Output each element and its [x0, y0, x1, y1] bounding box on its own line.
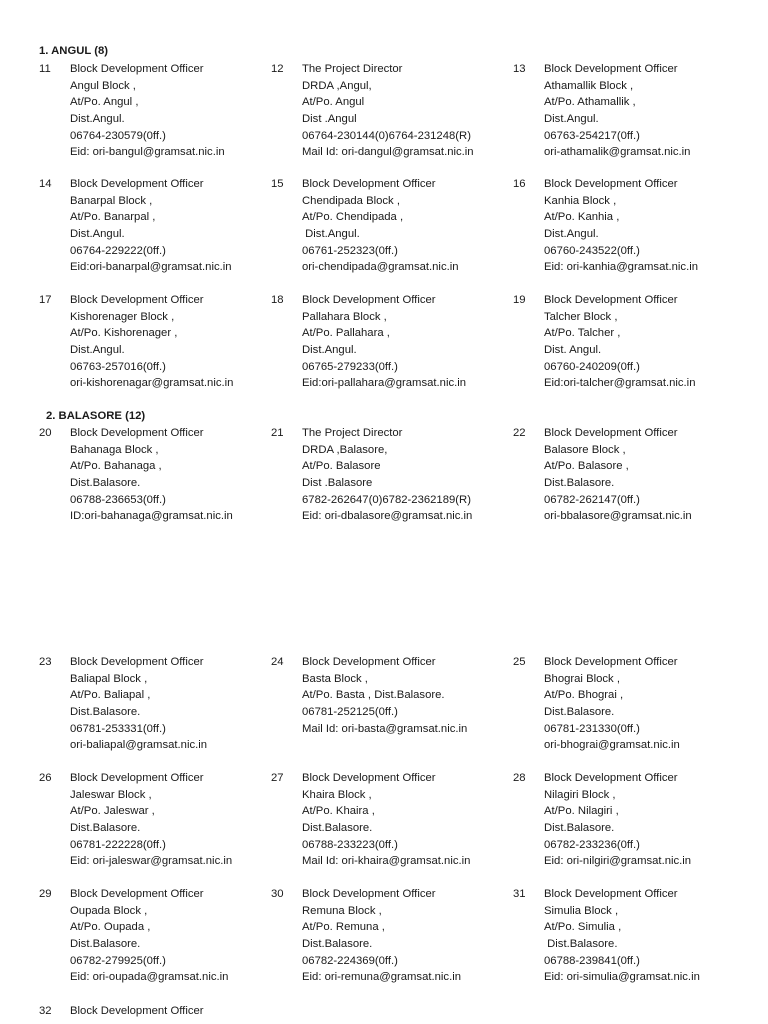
- entry-line: Dist.Balasore.: [544, 938, 618, 951]
- entry-line: Pallahara Block ,: [302, 310, 387, 323]
- entry-line: Dist.Balasore.: [70, 706, 141, 719]
- entry-line: Eid: ori-nilgiri@gramsat.nic.in: [544, 855, 692, 868]
- entry-line: 06761-252323(0ff.): [302, 244, 398, 257]
- entry-line: Dist. Angul.: [544, 344, 602, 357]
- entry-line: 06765-279233(0ff.): [302, 360, 398, 373]
- entry-line: At/Po. Bahanaga ,: [70, 460, 162, 473]
- entry-line: Block Development Officer: [544, 63, 678, 75]
- entry-line: 06764-230579(0ff.): [70, 129, 166, 142]
- entry-line: 06760-243522(0ff.): [544, 244, 640, 257]
- entry-line: Block Development Officer: [302, 178, 436, 190]
- entry-number: 13: [513, 63, 526, 75]
- entry-line: Balasore Block ,: [544, 443, 626, 456]
- entry-line: At/Po. Angul ,: [70, 96, 139, 109]
- entry-line: Block Development Officer: [70, 178, 204, 190]
- entry-line: Eid:ori-pallahara@gramsat.nic.in: [302, 377, 467, 390]
- entry-line: Dist.Angul.: [70, 228, 125, 241]
- entry-line: Dist.Angul.: [302, 344, 357, 357]
- entry-line: 06788-239841(0ff.): [544, 954, 640, 967]
- entry-line: Mail Id: ori-khaira@gramsat.nic.in: [302, 855, 471, 868]
- entry-line: ori-athamalik@gramsat.nic.in: [544, 146, 691, 159]
- entry-number: 26: [39, 772, 52, 784]
- entry-line: Dist.Angul.: [544, 113, 599, 126]
- entry-line: At/Po. Basta , Dist.Balasore.: [302, 689, 445, 702]
- entry-line: Block Development Officer: [70, 888, 204, 900]
- entry-line: Nilagiri Block ,: [544, 788, 616, 801]
- entry-line: Block Development Officer: [302, 772, 436, 784]
- entry-line: Block Development Officer: [544, 427, 678, 439]
- entry-line: Block Development Officer: [544, 888, 678, 900]
- entry-line: Dist.Balasore.: [302, 938, 373, 951]
- entry-line: At/Po. Kishorenager ,: [70, 327, 178, 340]
- entry-line: Dist.Angul.: [70, 113, 125, 126]
- entry-line: ori-chendipada@gramsat.nic.in: [302, 261, 459, 274]
- entry-line: ori-bhograi@gramsat.nic.in: [544, 739, 680, 752]
- entry-line: At/Po. Chendipada ,: [302, 211, 404, 224]
- entry-line: Dist.Balasore.: [544, 477, 615, 490]
- entry-number: 14: [39, 178, 52, 190]
- entry-line: Block Development Officer: [302, 294, 436, 306]
- entry-line: 06763-254217(0ff.): [544, 129, 640, 142]
- entry-line: 06763-257016(0ff.): [70, 360, 166, 373]
- entry-number: 28: [513, 772, 526, 784]
- entry-number: 24: [271, 656, 284, 668]
- entry-line: 06781-222228(0ff.): [70, 838, 166, 851]
- entry-line: Block Development Officer: [70, 772, 204, 784]
- entry-line: Block Development Officer: [70, 294, 204, 306]
- entry-line: 06760-240209(0ff.): [544, 360, 640, 373]
- entry-number: 18: [271, 294, 284, 306]
- entry-line: Eid: ori-remuna@gramsat.nic.in: [302, 971, 462, 984]
- entry-line: Block Development Officer: [70, 63, 204, 75]
- entry-line: Banarpal Block ,: [70, 194, 153, 207]
- entry-number: 17: [39, 294, 52, 306]
- entry-line: At/Po. Khaira ,: [302, 805, 375, 818]
- entry-line: At/Po. Athamallik ,: [544, 96, 636, 109]
- entry-number: 12: [271, 63, 284, 75]
- entry-line: Chendipada Block ,: [302, 194, 400, 207]
- entry-line: Dist.Balasore.: [70, 938, 141, 951]
- entry-line: Block Development Officer: [302, 656, 436, 668]
- entry-line: Eid:ori-talcher@gramsat.nic.in: [544, 377, 696, 390]
- entry-line: Mail Id: ori-dangul@gramsat.nic.in: [302, 146, 474, 159]
- entry-line: At/Po. Remuna ,: [302, 921, 385, 934]
- entry-number: 30: [271, 888, 284, 900]
- entry-line: 06782-262147(0ff.): [544, 493, 640, 506]
- entry-line: Dist.Angul.: [302, 228, 360, 241]
- entry-line: Block Development Officer: [302, 888, 436, 900]
- entry-line: At/Po. Balasore ,: [544, 460, 629, 473]
- entry-line: At/Po. Balasore: [302, 460, 381, 473]
- entry-line: At/Po. Baliapal ,: [70, 689, 151, 702]
- entry-line: 06764-230144(0)6764-231248(R): [302, 129, 471, 142]
- entry-line: 06788-236653(0ff.): [70, 493, 166, 506]
- entry-line: DRDA ,Angul,: [302, 79, 372, 92]
- entry-line: Eid: ori-bangul@gramsat.nic.in: [70, 146, 225, 159]
- entry-line: At/Po. Angul: [302, 96, 365, 109]
- section-heading-balasore: 2. BALASORE (12): [46, 410, 146, 422]
- entry-number: 29: [39, 888, 52, 900]
- entry-line: The Project Director: [302, 63, 403, 75]
- entry-number: 32: [39, 1005, 52, 1017]
- entry-line: Dist.Balasore.: [544, 706, 615, 719]
- section-heading-angul: 1. ANGUL (8): [39, 45, 109, 57]
- entry-line: At/Po. Bhograi ,: [544, 689, 624, 702]
- entry-line: 06781-253331(0ff.): [70, 722, 166, 735]
- entry-line: 06781-252125(0ff.): [302, 706, 398, 719]
- entry-line: Block Development Officer: [70, 1005, 204, 1017]
- entry-line: Simulia Block ,: [544, 904, 619, 917]
- entry-line: At/Po. Simulia ,: [544, 921, 622, 934]
- entry-line: At/Po. Jaleswar ,: [70, 805, 155, 818]
- entry-line: Eid: ori-dbalasore@gramsat.nic.in: [302, 510, 473, 523]
- entry-number: 31: [513, 888, 526, 900]
- entry-line: Dist.Balasore.: [70, 822, 141, 835]
- entry-line: ID:ori-bahanaga@gramsat.nic.in: [70, 510, 233, 523]
- entry-line: Khaira Block ,: [302, 788, 372, 801]
- entry-number: 22: [513, 427, 526, 439]
- entry-number: 15: [271, 178, 284, 190]
- entry-line: Block Development Officer: [544, 772, 678, 784]
- entry-line: DRDA ,Balasore,: [302, 443, 388, 456]
- entry-line: Angul Block ,: [70, 79, 136, 92]
- entry-line: At/Po. Nilagiri ,: [544, 805, 619, 818]
- entry-line: Basta Block ,: [302, 672, 368, 685]
- entry-line: Mail Id: ori-basta@gramsat.nic.in: [302, 722, 468, 735]
- entry-line: Baliapal Block ,: [70, 672, 148, 685]
- entry-line: Eid: ori-kanhia@gramsat.nic.in: [544, 261, 698, 274]
- entry-line: ori-bbalasore@gramsat.nic.in: [544, 510, 692, 523]
- entry-number: 16: [513, 178, 526, 190]
- entry-line: Eid: ori-simulia@gramsat.nic.in: [544, 971, 700, 984]
- entry-line: Bhograi Block ,: [544, 672, 620, 685]
- entry-number: 21: [271, 427, 284, 439]
- entry-line: ori-kishorenagar@gramsat.nic.in: [70, 377, 234, 390]
- entry-line: Bahanaga Block ,: [70, 443, 159, 456]
- entry-line: 06781-231330(0ff.): [544, 722, 640, 735]
- entry-line: Block Development Officer: [544, 294, 678, 306]
- entry-line: 6782-262647(0)6782-2362189(R): [302, 493, 471, 506]
- entry-line: Block Development Officer: [70, 427, 204, 439]
- entry-line: Dist.Angul.: [544, 228, 599, 241]
- entry-line: 06788-233223(0ff.): [302, 838, 398, 851]
- entry-number: 20: [39, 427, 52, 439]
- entry-number: 11: [39, 63, 51, 75]
- entry-line: Remuna Block ,: [302, 904, 382, 917]
- entry-line: Block Development Officer: [544, 656, 678, 668]
- entry-line: Block Development Officer: [544, 178, 678, 190]
- entry-line: Jaleswar Block ,: [70, 788, 152, 801]
- entry-line: The Project Director: [302, 427, 403, 439]
- entry-line: Dist.Balasore.: [544, 822, 615, 835]
- entry-line: Eid:ori-banarpal@gramsat.nic.in: [70, 261, 232, 274]
- entry-line: At/Po. Banarpal ,: [70, 211, 156, 224]
- entry-line: Kishorenager Block ,: [70, 310, 175, 323]
- entry-line: At/Po. Pallahara ,: [302, 327, 390, 340]
- entry-line: Talcher Block ,: [544, 310, 618, 323]
- entry-line: 06782-233236(0ff.): [544, 838, 640, 851]
- entry-line: Kanhia Block ,: [544, 194, 617, 207]
- entry-number: 25: [513, 656, 526, 668]
- entry-line: Dist .Balasore: [302, 477, 373, 490]
- entry-line: 06782-279925(0ff.): [70, 954, 166, 967]
- entry-line: Dist.Balasore.: [70, 477, 141, 490]
- entry-line: At/Po. Talcher ,: [544, 327, 621, 340]
- entry-line: Dist.Balasore.: [302, 822, 373, 835]
- entry-number: 23: [39, 656, 52, 668]
- entry-number: 27: [271, 772, 284, 784]
- entry-line: 06764-229222(0ff.): [70, 244, 166, 257]
- entry-line: Athamallik Block ,: [544, 79, 634, 92]
- entry-line: Eid: ori-oupada@gramsat.nic.in: [70, 971, 229, 984]
- entry-line: Oupada Block ,: [70, 904, 148, 917]
- entry-line: At/Po. Oupada ,: [70, 921, 151, 934]
- entry-line: Dist .Angul: [302, 113, 357, 126]
- entry-line: At/Po. Kanhia ,: [544, 211, 620, 224]
- entry-number: 19: [513, 294, 526, 306]
- entry-line: Dist.Angul.: [70, 344, 125, 357]
- entry-line: Eid: ori-jaleswar@gramsat.nic.in: [70, 855, 233, 868]
- entry-line: ori-baliapal@gramsat.nic.in: [70, 739, 208, 752]
- entry-line: Block Development Officer: [70, 656, 204, 668]
- entry-line: 06782-224369(0ff.): [302, 954, 398, 967]
